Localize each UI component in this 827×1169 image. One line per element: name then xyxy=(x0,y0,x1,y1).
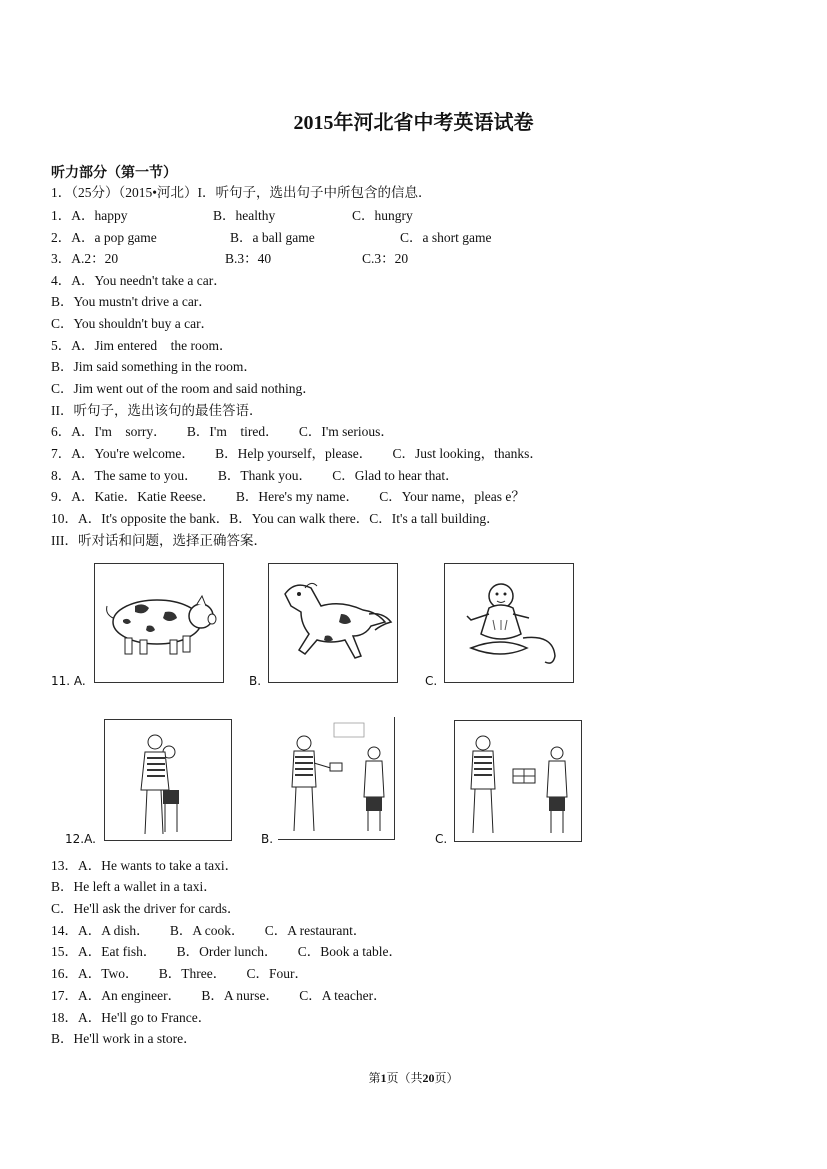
footer-total-pages: 20 xyxy=(422,1071,435,1085)
question-line: C．You shouldn't buy a car． xyxy=(51,316,215,331)
question-line: 16．A．Two． B．Three． C．Four． xyxy=(51,966,309,981)
gift-image xyxy=(454,720,582,842)
footer-mid: 页（共 xyxy=(386,1071,423,1085)
question-line: 17．A．An engineer． B．A nurse． C．A teacher． xyxy=(51,988,387,1003)
footer-suffix: 页） xyxy=(434,1071,459,1085)
pic-label-11b: B. xyxy=(249,674,262,688)
section-iii-heading: III．听对话和问题，选择正确答案． xyxy=(51,533,267,548)
option-1b: B．healthy xyxy=(213,208,276,223)
hug-image xyxy=(104,719,232,841)
footer-prefix: 第 xyxy=(368,1071,381,1085)
card-image xyxy=(278,717,395,840)
question-1-header: 1．（25分）（2015•河北）I．听句子，选出句子中所包含的信息． xyxy=(51,185,432,200)
question-line: 14．A．A dish． B．A cook． C．A restaurant． xyxy=(51,923,367,938)
pic-label-12a: 12.A. xyxy=(65,832,96,846)
question-line: 6．A．I'm sorry． B．I'm tired． C．I'm serious． xyxy=(51,424,394,439)
question-line: B．You mustn't drive a car． xyxy=(51,294,212,309)
question-line: C．Jim went out of the room and said nothing． xyxy=(51,381,316,396)
horse-image xyxy=(268,563,398,683)
question-line: 9．A．Katie．Katie Reese． B．Here's my name． C．Your name，pleas e？ xyxy=(51,489,525,504)
question-line: 18．A．He'll go to France． xyxy=(51,1010,212,1025)
section-ii-heading: II．听句子，选出该句的最佳答语． xyxy=(51,403,263,418)
question-line: 15．A．Eat fish． B．Order lunch． C．Book a table． xyxy=(51,944,402,959)
pic-label-12b: B. xyxy=(261,832,274,846)
section-heading: 听力部分（第一节） xyxy=(51,166,177,181)
page-footer xyxy=(0,1069,827,1086)
pic-label-11c: C. xyxy=(425,674,438,688)
pic-label-12c: C. xyxy=(435,832,448,846)
question-line: 5．A．Jim entered the room． xyxy=(51,338,233,353)
question-line: 8．A．The same to you． B．Thank you． C．Glad to hear that． xyxy=(51,468,459,483)
question-line: 10．A．It's opposite the bank．B．You can walk there．C．It's a tall building． xyxy=(51,511,500,526)
footer-page-number: 1 xyxy=(380,1071,387,1085)
question-line: 4．A．You needn't take a car． xyxy=(51,273,227,288)
option-2a: 2．A．a pop game xyxy=(51,230,157,245)
question-line: 13．A．He wants to take a taxi． xyxy=(51,858,239,873)
monkey-image xyxy=(444,563,574,683)
option-3c: C.3：20 xyxy=(362,251,409,266)
question-line: B．He left a wallet in a taxi． xyxy=(51,879,217,894)
option-3a: 3．A.2：20 xyxy=(51,251,119,266)
pic-label-11a: 11. A. xyxy=(51,674,86,688)
option-3b: B.3：40 xyxy=(225,251,272,266)
option-1c: C．hungry xyxy=(352,208,413,223)
option-1a: 1．A．happy xyxy=(51,208,128,223)
pig-image xyxy=(94,563,224,683)
option-2b: B．a ball game xyxy=(230,230,315,245)
exam-title: 2015年河北省中考英语试卷 xyxy=(293,112,534,134)
question-line: 7．A．You're welcome． B．Help yourself，please． C．Just looking，thanks． xyxy=(51,446,543,461)
question-line: B．He'll work in a store． xyxy=(51,1031,197,1046)
question-line: B．Jim said something in the room． xyxy=(51,359,257,374)
option-2c: C．a short game xyxy=(400,230,492,245)
question-line: C．He'll ask the driver for cards． xyxy=(51,901,241,916)
